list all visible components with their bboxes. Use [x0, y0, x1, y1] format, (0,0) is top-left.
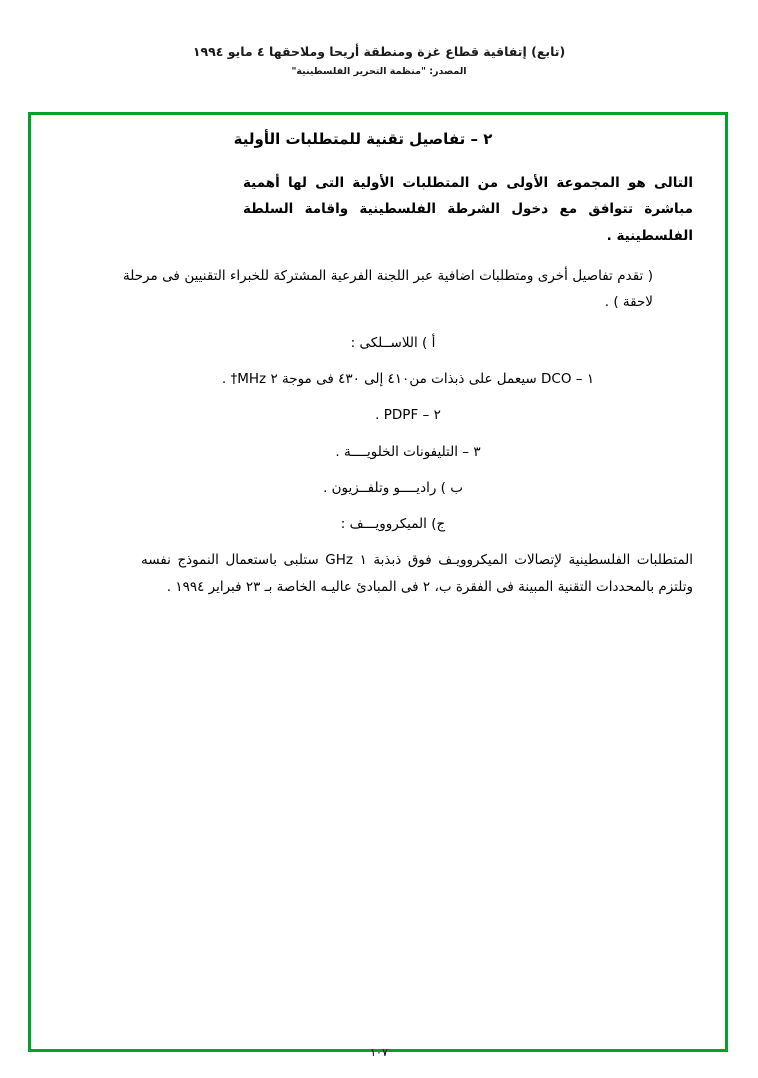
document-body	[123, 130, 693, 601]
wireless-item-3: ٣ – التليفونات الخلويــــة .	[335, 443, 481, 460]
paragraph-intro: التالى هو المجموعة الأولى من المتطلبات الأولية التى لها أهمية مباشرة تتوافق مع دخول الشرطة الفلسطينية واقامة السلطة الفلسطينية .	[243, 175, 693, 244]
page-header	[0, 44, 758, 77]
item-b-label: ب ) راديــــو وتلفــزيون .	[323, 479, 463, 496]
header-source: المصدر: "منظمة التحرير الفلسطينية"	[291, 66, 467, 77]
page-footer	[0, 1046, 758, 1059]
paragraph-note: ( تقدم تفاصيل أخرى ومتطلبات اضافية عبر اللجنة الفرعية المشتركة للخبراء التقنيين فى مرحلة لاحقة ) .	[123, 267, 653, 311]
microwave-paragraph: المتطلبات الفلسطينية لإتصالات الميكروويـف فوق ذبذبة ١ GHz ستلبى باستعمال النموذج نفسه وتلتزم بالمحددات التقنية المبينة فى الفقرة ب، ٢ فى المبادئ عاليـه الخاصة بـ ٢٣ فبراير ١٩٩٤ .	[141, 552, 693, 596]
item-c-label: ج) الميكروويـــف :	[340, 516, 446, 533]
item-a-label: أ ) اللاســلكى :	[350, 334, 436, 351]
page-number: ١٠٧	[370, 1046, 388, 1059]
wireless-item-1: ١ – DCO سيعمل على ذبذات من٤١٠ إلى ٤٣٠ فى موجة ٢ MHz† .	[221, 370, 595, 387]
wireless-item-2: ٢ – PDPF .	[375, 407, 441, 424]
section-title: ٢ – تفاصيل تقنية للمتطلبات الأولية	[233, 130, 493, 148]
header-title: (تابع) إتفاقية قطاع غزة ومنطقة أريحا وملاحقها ٤ مايو ١٩٩٤	[192, 44, 566, 59]
